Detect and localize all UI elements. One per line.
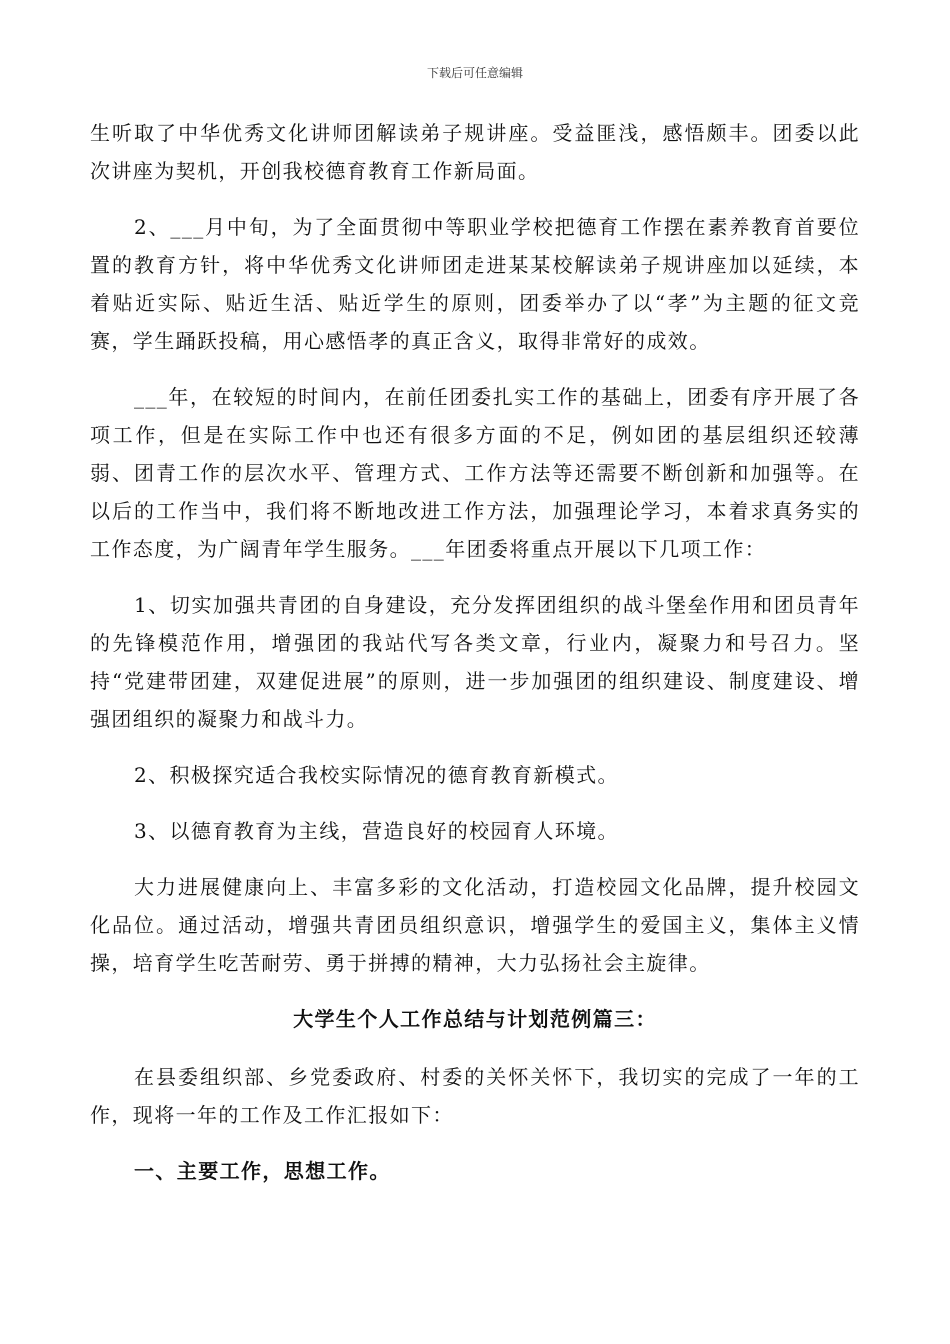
- paragraph-continuation: 生听取了中华优秀文化讲师团解读弟子规讲座。受益匪浅，感悟颇丰。团委以此次讲座为契机，开创我校德育教育工作新局面。: [90, 121, 860, 183]
- paragraph-item-2-essay-contest: 2、___月中旬，为了全面贯彻中等职业学校把德育工作摆在素养教育首要位置的教育方针，将中华优秀文化讲师团走进某某校解读弟子规讲座加以延续，本着贴近实际、贴近生活、贴近学生的原则，团委举办了以“孝”为主题的征文竞赛，学生踊跃投稿，用心感悟孝的真正含义，取得非常好的成效。: [90, 215, 860, 353]
- paragraph-plan-item-1: 1、切实加强共青团的自身建设，充分发挥团组织的战斗堡垒作用和团员青年的先锋模范作用，增强团的我站代写各类文章，行业内，凝聚力和号召力。坚持“党建带团建，双建促进展”的原则，进一步加强团的组织建设、制度建设、增强团组织的凝聚力和战斗力。: [90, 593, 860, 731]
- paragraph-plan-item-2: 2、积极探究适合我校实际情况的德育教育新模式。: [134, 763, 619, 787]
- paragraph-plan-item-3: 3、以德育教育为主线，营造良好的校园育人环境。: [134, 819, 619, 843]
- paragraph-cultural-activities: 大力进展健康向上、丰富多彩的文化活动，打造校园文化品牌，提升校园文化品位。通过活动，增强共青团员组织意识，增强学生的爱国主义，集体主义情操，培育学生吃苦耐劳、勇于拼搏的精神，大力弘扬社会主旋律。: [90, 875, 860, 975]
- page-header: 下载后可任意编辑: [426, 66, 523, 80]
- paragraph-year-review: ___年，在较短的时间内，在前任团委扎实工作的基础上，团委有序开展了各项工作，但是在实际工作中也还有很多方面的不足，例如团的基层组织还较薄弱、团青工作的层次水平、管理方式、工作方法等还需要不断创新和加强等。在以后的工作当中，我们将不断地改进工作方法，加强理论学习，本着求真务实的工作态度，为广阔青年学生服务。___年团委将重点开展以下几项工作：: [90, 385, 860, 561]
- subheading-main-work: 一、主要工作，思想工作。: [134, 1159, 391, 1183]
- document-body: [90, 114, 860, 1208]
- section-title: 大学生个人工作总结与计划范例篇三：: [293, 1007, 657, 1031]
- section-intro-paragraph: 在县委组织部、乡党委政府、村委的关怀关怀下，我切实的完成了一年的工作，现将一年的工作及工作汇报如下：: [90, 1065, 860, 1127]
